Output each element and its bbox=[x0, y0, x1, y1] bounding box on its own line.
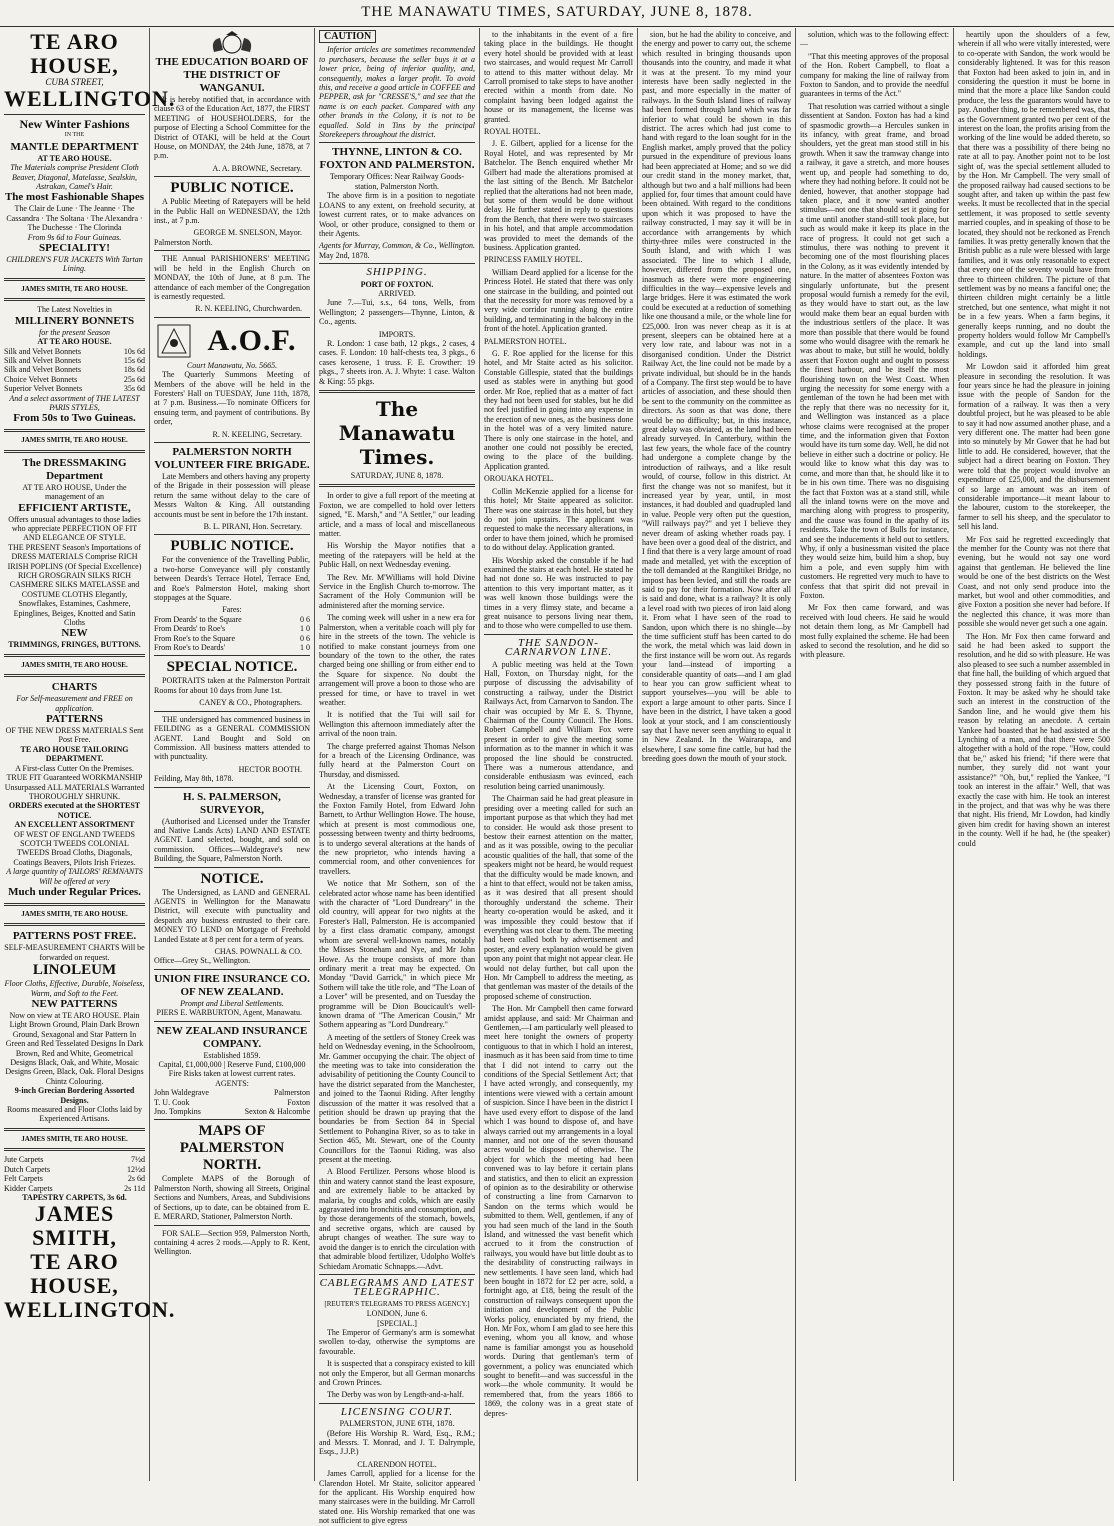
article-paragraph: The coming week will usher in a new era for Palmerston, when a veritable coach will ply for hire in the streets of the town. The vehicle is notified to make constant journeys from one boundary of the town to the other, the rates charged being one shilling or from either end to the Square for sixpence. No doubt the arrangement will prove a boon to those who are pressed for time, or have to travel in wet weather. bbox=[319, 613, 475, 707]
meeting-report-resolution bbox=[800, 30, 949, 660]
column-6 bbox=[796, 28, 954, 1481]
thynne-heading: THYNNE, LINTON & CO. FOXTON AND PALMERSTON. bbox=[319, 146, 475, 172]
much-under: Much under Regular Prices. bbox=[8, 885, 141, 898]
public-notice-2-heading: PUBLIC NOTICE. bbox=[170, 538, 294, 555]
signature-line: JAMES SMITH, TE ARO HOUSE. bbox=[21, 436, 128, 445]
union-fire-signature: PIERS E. WARBURTON, Agent, Manawatu. bbox=[156, 1008, 302, 1018]
charts-heading: CHARTS bbox=[51, 681, 98, 694]
dressmaking-text: AT TE ARO HOUSE, Under the management of an bbox=[22, 482, 127, 502]
article-paragraph: PRINCESS FAMILY HOTEL. bbox=[484, 255, 583, 265]
sandon-line-report bbox=[484, 660, 633, 1419]
patterns-text: OF THE NEW DRESS MATERIALS Sent Post Free. bbox=[5, 726, 144, 745]
artiste-heading: EFFICIENT ARTISTE, bbox=[18, 501, 131, 514]
cutter-text: A First-class Cutter On the Premises. bbox=[15, 763, 134, 773]
price-label: Silk and Velvet Bonnets bbox=[4, 355, 81, 365]
fares-table bbox=[154, 615, 310, 653]
article-paragraph: to the inhabitants in the event of a fire taking place in the buildings. He thought every hotel should be provided with at least two staircases, and would request Mr Carroll to attend to this matter without delay. Mr Carroll promised to take steps to have another erected within a month from date. No complaint having been lodged against the house or its management, the license was granted. bbox=[484, 30, 633, 124]
royal-crest-icon bbox=[202, 30, 262, 56]
times-title: The Manawatu Times. bbox=[338, 397, 456, 469]
article-paragraph: PALMERSTON HOTEL. bbox=[484, 336, 567, 346]
article-paragraph: The Emperor of Germany's arm is somewhat swollen to-day, otherwise the symptoms are favourable. bbox=[319, 1327, 475, 1356]
price-label: From Roe's to the Square bbox=[154, 633, 235, 643]
price-value: 1 0 bbox=[300, 624, 310, 634]
carpet-price-list bbox=[4, 1155, 145, 1193]
final-name: JAMES SMITH, bbox=[32, 1201, 117, 1251]
fares-title: Fares: bbox=[222, 605, 242, 615]
childrens-jackets: CHILDREN'S FUR JACKETS With Tartan Lining. bbox=[6, 255, 143, 274]
article-paragraph: We notice that Mr Sothern, son of the celebrated actor whose name has been identified with the character of "Lord Dundreary" in the old country, will appear for two nights at the Forester's Hall, Palmerston. He is accompanied by a first class dramatic company, amongst whom are several well-known names, notably the Misses Stoneham and Nye, and Mr John Howe. As the troupe consists of more than ordinary merit a treat may be expected. On Monday "David Garrick," in which piece Mr Sothern will take the title role, and "The Loan of a Lover" will be presented, and on Tuesday the programme will be Dion Boucicault's well-known drama of "The American Cousin," Mr Sothern appearing as "Lord Dundreary." bbox=[319, 879, 475, 1030]
tweeds-text: OF WEST OF ENGLAND TWEEDS SCOTCH TWEEDS COLONIAL TWEEDS Broad Cloths, Diagonals, Coatings Beavers, Pilots Irish Friezes. bbox=[13, 829, 136, 867]
cablegrams-heading: CABLEGRAMS AND LATEST TELEGRAPHIC. bbox=[319, 1276, 475, 1299]
at-te-aro: AT TE ARO HOUSE. bbox=[37, 153, 112, 163]
public-notice-heading: PUBLIC NOTICE. bbox=[170, 180, 294, 197]
season-importations: THE PRESENT Season's Importations of DRESS MATERIALS Comprise RICH IRISH POPLINS (Of Special Excellence) RICH GROSGRAIN SILKS RICH CASHMERE SILKS MATELASSE and COSTUME CLOTHS Elegantly, Snowflakes, Estamines, Cashmere, Epinglines, Beiges, Knotted and Satin Cloths bbox=[7, 542, 142, 628]
price-value: 15s 6d bbox=[123, 355, 145, 365]
price-row bbox=[4, 375, 145, 384]
price-row bbox=[4, 365, 145, 374]
signature-line: JAMES SMITH, TE ARO HOUSE. bbox=[21, 660, 128, 669]
rooms-measured: Rooms measured and Floor Cloths laid by Experienced Artisans. bbox=[6, 1105, 143, 1124]
nz-insurance-heading: NEW ZEALAND INSURANCE COMPANY. bbox=[156, 1024, 308, 1050]
article-paragraph: At the Licensing Court, Foxton, on Wednesday, a transfer of license was granted for the Foxton Family Hotel, from Edward John Barnett, to Arthur Wellington Howe. The house, which at present is most commodious one, possessing between twenty and thirty bedrooms, is to undergo several alterations at the hands of the new proprietor, who intends having a commercial room, and other conveniences for travellers. bbox=[319, 782, 475, 876]
price-row bbox=[4, 1184, 145, 1193]
column-4 bbox=[480, 28, 638, 1481]
linoleum-text: Floor Cloths, Effective, Durable, Noiseless, Warm, and Soft to the Feet. bbox=[4, 979, 145, 998]
article-paragraph: solution, which was to the following effect:— bbox=[800, 30, 949, 49]
article-paragraph: William Deard applied for a license for the Princess Hotel. He stated that there was only one staircase in the building, and pointed out that the necessity for more was removed by a very wide corridor running along the entire building, and terminating in the balcony in the front of the hotel. Application granted. bbox=[484, 267, 633, 334]
surveyor-heading: H. S. PALMERSON, SURVEYOR, bbox=[183, 790, 281, 816]
price-value: 35s 6d bbox=[123, 384, 145, 394]
mantle-heading: MANTLE DEPARTMENT bbox=[10, 140, 139, 153]
public-notice-place: Palmerston North. bbox=[154, 237, 213, 247]
special-notice-signature: CANEY & CO., Photographers. bbox=[199, 698, 302, 708]
price-label: Kidder Carpets bbox=[4, 1183, 53, 1193]
price-value: 12½d bbox=[127, 1164, 145, 1174]
speciality: SPECIALITY! bbox=[39, 242, 110, 255]
aof-signature: R. N. KEELING, Secretary. bbox=[212, 429, 302, 439]
maps-body: Complete MAPS of the Borough of Palmerston North, showing all Streets, Original Sections and Numbers, Areas, and Subdivisions of Sections, up to date, can be obtained from E. E. MERARD, Stationer, Palmerston North. bbox=[154, 1174, 310, 1222]
price-row bbox=[154, 615, 310, 624]
public-notice-2-body: For the convenience of the Travelling Public, a two-horse Conveyance will ply constantly between Deards's Terrace Hotel, Terrace End, and Roe's Palmerston Hotel, making short stoppages at the Square. bbox=[154, 555, 310, 603]
port-heading: PORT OF FOXTON. bbox=[360, 279, 434, 289]
reuters-heading: [REUTER'S TELEGRAMS TO PRESS AGENCY.] bbox=[324, 1299, 470, 1308]
thynne-body: The above firm is in a position to negotiate LOANS to any extent, on freehold security, at lowest current rates, or to make advances on Wool, or other produce, consigned to them or their Agents. bbox=[319, 191, 475, 238]
article-paragraph: It is notified that the Tui will sail for Wellington this afternoon immediately after the arrival of the noon train. bbox=[319, 710, 475, 739]
article-paragraph: Collin McKenzie applied for a license for this hotel; Mr Staite appeared as solicitor. There was one staircase in this hotel, but they do not join upstairs. The applicant was requested to make the necessary alterations, in order to have them joined, which he promised to do without delay. Application granted. bbox=[484, 486, 633, 553]
new-heading: NEW bbox=[61, 627, 88, 640]
clarendon-body: James Carroll, applied for a license for the Clarendon Hotel. Mr Staite, solicitor appeared for the applicant. His Worship enquired how many staircases were in the building. Mr Carroll stated one. His Worship remarked that one was not sufficient to give egress bbox=[319, 1469, 475, 1526]
arrived-body: June 7.—Tui, s.s., 64 tons, Wells, from Wellington; 2 passengers—Thynne, Linton, & Co., agents. bbox=[319, 298, 475, 327]
millinery-heading: MILLINERY BONNETS bbox=[14, 314, 135, 327]
column-3 bbox=[315, 28, 480, 1526]
notice-signature: CHAS. POWNALL & CO. bbox=[214, 947, 302, 956]
education-heading: THE EDUCATION BOARD OF THE DISTRICT OF WANGANUI. bbox=[155, 56, 309, 94]
aof-court: Court Manawatu, No. 5665. bbox=[186, 360, 278, 370]
price-value: 7½d bbox=[131, 1155, 145, 1165]
price-value: 18s 6d bbox=[123, 365, 145, 375]
price-label: John Waldegrave bbox=[154, 1088, 209, 1098]
fashions-heading: New Winter Fashions bbox=[19, 117, 130, 132]
signature-line: JAMES SMITH, TE ARO HOUSE. bbox=[21, 1134, 128, 1143]
grecian-bordering: 9-inch Grecian Bordering Assorted Designs. bbox=[14, 1086, 135, 1105]
bonnet-price-list bbox=[4, 347, 145, 394]
remnants-text: A large quantity of TAILORS' REMNANTS Will be offered at very bbox=[6, 867, 143, 886]
sandon-line-heading: THE SANDON-CARNARVON LINE. bbox=[504, 636, 613, 659]
price-label: T. U. Cook bbox=[154, 1097, 190, 1107]
paris-styles: And a select assortment of THE LATEST PARIS STYLES, bbox=[9, 393, 140, 412]
union-fire-body: Prompt and Liberal Settlements. bbox=[180, 998, 284, 1008]
price-label: Felt Carpets bbox=[4, 1174, 43, 1184]
orders-text: ORDERS executed at the SHORTEST NOTICE. bbox=[8, 801, 141, 820]
meeting-report-final bbox=[958, 30, 1110, 848]
caution-badge: CAUTION bbox=[319, 30, 376, 43]
article-paragraph: In order to give a full report of the meeting at Foxton, we are compelled to hold over letters signed, "E. Marsh," and "A Settler," our leading article, and a mass of local and miscellaneous matter. bbox=[319, 491, 475, 539]
education-signature: A. A. BROWNE, Secretary. bbox=[212, 163, 302, 173]
fit-text: TRUE FIT Guaranteed WORKMANSHIP Unsurpassed ALL MATERIALS Warranted THOROUGHLY SHRUNK. bbox=[4, 773, 145, 801]
price-row bbox=[154, 1107, 310, 1116]
price-value: Sexton & Halcombe bbox=[244, 1107, 310, 1117]
arrived-heading: ARRIVED. bbox=[378, 288, 416, 298]
bonnet-price-range: From 50s to Two Guineas. bbox=[13, 412, 136, 425]
present-season: for the present Season bbox=[38, 327, 111, 337]
on-view-text: Now on view at TE ARO HOUSE. Plain Light Brown Ground, Plain Dark Brown Ground, Sexagonal and Star Pattern In Green and Red Tesselated Designs In Dark Brown, Red and White, Geometrical Designs Black, Oak, and White, Mosaic Designs Green, Black, Oak. Floral Designs Chintz Colouring. bbox=[5, 1011, 144, 1086]
feilding-notice: THE undersigned has commenced business in FEILDING as a GENERAL COMMISSION AGENT. Land Bought and Sold on Commission. All business matters attended to with punctuality. bbox=[154, 714, 310, 762]
price-label: From Deards' to the Square bbox=[154, 614, 242, 624]
in-the: IN THE bbox=[64, 132, 85, 139]
times-date: SATURDAY, JUNE 8, 1878. bbox=[350, 471, 444, 480]
patterns-heading: PATTERNS bbox=[45, 713, 104, 726]
materials-text: The Materials comprise President Cloth Beaver, Diagonal, Matelasse, Sealskin, Astrakan, Camel's Hair. bbox=[10, 163, 139, 192]
shapes-list: The Clair de Lune · The Jeanne · The Cassandra · The Soltana · The Alexandra · The Duchesse · The Clorinda bbox=[6, 204, 143, 233]
article-paragraph: The Derby was won by Length-and-a-half. bbox=[327, 1390, 464, 1400]
agents-list bbox=[154, 1088, 310, 1116]
article-paragraph: A Blood Fertilizer. Persons whose blood is thin and watery cannot stand the least exposure, and are extremely liable to be attacked by malaria, by coughs and colds, which are easily aggravated into bronchitis and consumption, and by those derangements of the stomach, bowels, and secretive organs, which are caused by abrupt changes of weather. The sure way to avoid the danger is to enrich the circulation with that admirable blood fertilizer, Udolpho Wolfe's Schiedam Aromatic Schnapps.—Advt. bbox=[319, 1167, 475, 1271]
special-notice-heading: SPECIAL NOTICE. bbox=[166, 659, 298, 676]
licensing-continued bbox=[484, 30, 633, 631]
parishioners-signature: R. N. KEELING, Churchwarden. bbox=[195, 304, 302, 314]
price-value: 10s 6d bbox=[123, 346, 145, 356]
charts-text: For Self-measurement and FREE on application. bbox=[16, 694, 133, 713]
union-fire-heading: UNION FIRE INSURANCE CO. OF NEW ZEALAND. bbox=[154, 972, 310, 998]
article-paragraph: A meeting of the settlers of Stoney Creek was held on Wednesday evening, in the Schoolroom, Mr. Gammer occupying the chair. The object of the meeting was to take into consideration the advisability of petitioning the County Council to have the district separated from the Manchester, and joined to the Taonui Riding. After lengthy discussion of the matter it was resolved that a petition should be drawn up praying that the boundaries be from Section 84 in Special Settlement to Pohangina River, so as to take in Section 465, Mt. Stewart, one of the County Councillors for the Taonui Riding, was also present at the meeting. bbox=[319, 1032, 475, 1165]
article-paragraph: OROUAKA HOTEL. bbox=[484, 474, 554, 484]
fire-brigade-signature: B. L. PIRANI, Hon. Secretary. bbox=[203, 522, 302, 531]
surveyor-body: (Authorised and Licensed under the Transfer and Native Lands Acts) LAND AND ESTATE AGENT. Land selected, bought, and sold on commission. Offices—Waldegrave's new Building, the Square, Palmerston North. bbox=[154, 816, 310, 864]
feilding-signature: HECTOR BOOTH. bbox=[238, 764, 302, 774]
price-value: Foxton bbox=[287, 1097, 310, 1107]
article-paragraph: A public meeting was held at the Town Hall, Foxton, on Thursday night, for the purpose of discussing the advisability of constructing a railway, under the District Railways Act, from Carnarvon to Sandon. The chair was occupied by Mr E. S. Thynne, Chairman of the County Council. The Hons. Robert Campbell and William Fox were present in order to give the meeting some information as to the manner in which it was proposed the line should be constructed. There was a numerous attendance, and considerable enthusiasm was evinced, each resolution being carried unanimously. bbox=[484, 659, 633, 791]
licensing-bench: (Before His Worship R. Ward, Esq., R.M.; and Messrs. T. Monrad, and J. T. Dalrymple, Esqs., J.J.P.) bbox=[319, 1428, 475, 1457]
price-label: Dutch Carpets bbox=[4, 1164, 50, 1174]
fire-brigade-heading: PALMERSTON NORTH VOLUNTEER FIRE BRIGADE. bbox=[154, 445, 310, 471]
dressmaking-offers: Offers unusual advantages to those ladies who appreciate PERFECTION OF FIT AND ELEGANCE OF STYLE. bbox=[8, 514, 141, 543]
article-paragraph: G. F. Roe applied for the license for this hotel, and Mr Staite acted as his solicitor. Constable Gillespie, stated that the buildings used as stables were in anything but good order. Mr Roe, replied that as a matter of fact they had not been used for stables, but he did not feel justified in going into any expense in the erection of new ones, as the business done in the hotel was of a very limited nature. There is only one staircase in the hotel, and another one could not possibly be erected, owing to the place of the building. Application granted. bbox=[484, 349, 633, 471]
price-value: Palmerston bbox=[274, 1088, 310, 1098]
meeting-report-continued bbox=[642, 30, 791, 764]
article-paragraph: Mr Lowdon said it afforded him great pleasure in seconding the resolution. It was four years since he had the pleasure in joining issue with the people of Sandon for the formation of a railway. It was then a very doubtful project, but he was pleased to be able to say it had now assumed another phase, and a very different one. The matter had been gone into so minutely by Mr Gower that he had but little to add. He considered, however, that the subject had a direct bearing on Foxton. They were told that the project would involve an expenditure of £25,000, and the disbursement of so large an amount was an item of considerable importance—it meant labour to the labourer, custom to the storekeeper, the farmer to sell his sheep, and the speculator to sell his land. bbox=[958, 362, 1110, 532]
special-label: [SPECIAL.] bbox=[377, 1318, 417, 1328]
public-notice-signature: GEORGE M. SNELSON, Mayor. bbox=[193, 228, 302, 238]
local-news bbox=[319, 491, 475, 1271]
price-row bbox=[154, 624, 310, 633]
price-label: From Roe's to Deards' bbox=[154, 643, 226, 653]
imports-body: R. London: 1 case bath, 12 pkgs., 2 cases, 4 cases. F. London: 10 half-chests tea, 3 pkgs., 6 cases kerosene, 1 truss. F. E. Crowther: 19 pkgs., 7 sheets iron. A. J. Whyte: 1 case. Walton & King: 55 pkgs. bbox=[319, 338, 475, 386]
price-value: 0 6 bbox=[300, 633, 310, 643]
parishioners-notice: THE Annual PARISHIONERS' MEETING will be held in the English Church on MONDAY, the 10th of June, at 8 p.m. The attendance of each member of the Congregation is earnestly requested. bbox=[154, 254, 310, 301]
ad-title: TE ARO HOUSE, bbox=[30, 29, 119, 78]
price-value: 1 0 bbox=[300, 643, 310, 653]
public-notice-body: A Public Meeting of Ratepayers will be held in the Public Hall on WEDNESDAY, the 12th inst., at 7 p.m. bbox=[154, 197, 310, 226]
education-body: It is hereby notified that, in accordance with clause 63 of the Education Act, 1877, the FIRST MEETING of HOUSEHOLDERS, for the purpose of Electing a School Committee for the District of OTAKI, will be held at the Court House, on MONDAY, the 24th June, 1878, at 7 p.m. bbox=[154, 95, 310, 161]
clarendon-heading: CLARENDON HOTEL. bbox=[357, 1459, 437, 1469]
price-value: 25s 6d bbox=[123, 374, 145, 384]
article-paragraph: The Hon. Mr Campbell then came forward amidst applause, and said: Mr Chairman and Gentlemen,—I am particularly well pleased to meet here tonight the owners of property contiguous to that in which I hold an interest, inasmuch as it has been said from time to time that I did not intend to carry out the conditions of the Special Settlement Act; that I have acted wrongly, and consequently, my intentions were viewed with a certain amount of suspicion. Since I have been in the district I have used every effort to dispose of the land which I was bound to dispose of, and have always carried out my arrangements in a loyal manner, and not one of the seven thousand acres would be disposed of otherwise. The object for which the meeting had been convened was to lay before it certain plans and statistics, and then to elicit an expression of opinion as to the desirability or otherwise of constructing a line from Carnarvon to Sandon on the terms which would be submitted to them. Well, gentlemen, if any of you had seen much of the land in the South Island, and witnessed the vast benefit which accrued to it from the construction of railways, you would have but little doubt as to the desirability of constructing railways in new settlements. I have seen land, which had been bought in 1872 for £2 per acre, sold, a fortnight ago, at £18, being the result of the construction of railways consequent upon the initiation and development of the Public Works policy, enunciated by my friend, the Hon. Mr Fox, whom I am glad to see here this evening, whom you all know, and whose name is familiar amongst you as household words. During that gentleman's term of government, a policy was enunciated which sought to benefit—and was successful in the work—the whole community. It would be remembered that, from the years 1866 to 1869, the colony was in a great state of depres- bbox=[484, 1004, 633, 1418]
article-paragraph: His Worship the Mayor notifies that a meeting of the ratepayers will be held at the Public Hall, on next Wednesday evening. bbox=[319, 541, 475, 570]
article-paragraph: J. E. Gilbert, applied for a license for the Royal Hotel, and was represented by Mr Batchelor. The Bench enquired whether Mr Gilbert had made the alterations promised at the last sitting of the Bench. Mr Batchelor replied that the alterations had not been made, but some of them would be done without delay. He further stated in reply to questions from the Bench, that there were two staircases in his hotel, and that ample accommodation was provided to meet the demands of the business. Application granted. bbox=[484, 139, 633, 252]
final-house: TE ARO HOUSE, bbox=[30, 1249, 119, 1299]
price-row bbox=[154, 1088, 310, 1097]
nz-insurance-established: Established 1859. bbox=[203, 1050, 261, 1060]
assortment-heading: AN EXCELLENT ASSORTMENT bbox=[14, 820, 135, 830]
price-row bbox=[154, 634, 310, 643]
signature-line: JAMES SMITH, TE ARO HOUSE. bbox=[21, 284, 128, 293]
licensing-heading: LICENSING COURT. bbox=[340, 1405, 454, 1418]
article-paragraph: His Worship asked the constable if he had examined the stairs at each hotel. He stated he had not done so. He was instructed to pay attention to this very important matter, as it was well known those buildings were the times in a very flimsy state, and became a great nuisance to persons living near them, and to those who were compelled to use them. bbox=[484, 555, 633, 631]
price-row bbox=[154, 1098, 310, 1107]
imports-heading: IMPORTS. bbox=[378, 329, 416, 339]
nz-insurance-agents-label: AGENTS: bbox=[215, 1078, 249, 1088]
price-value: 0 6 bbox=[300, 614, 310, 624]
feilding-date: Feilding, May 8th, 1878. bbox=[154, 774, 234, 784]
shipping-heading: SHIPPING. bbox=[366, 266, 428, 279]
price-row bbox=[4, 1155, 145, 1164]
new-patterns: NEW PATTERNS bbox=[31, 998, 118, 1010]
newspaper-masthead: THE MANAWATU TIMES, SATURDAY, JUNE 8, 1878. bbox=[0, 0, 1114, 27]
maps-heading: MAPS OF PALMERSTON NORTH. bbox=[179, 1123, 285, 1174]
novelties-text: The Latest Novelties in bbox=[37, 305, 112, 315]
price-label: From Deards' to Roe's bbox=[154, 624, 226, 634]
dressmaking-heading: The DRESSMAKING Department bbox=[22, 456, 127, 482]
article-paragraph: sion, but he had the ability to conceive, and the energy and power to carry out, the scheme which resulted in bringing thousands upon thousands into the country, and made it what it was at the present. To my mind your interests have been sadly neglected in the past, and more especially in the matter of railways. In the South Island lines of railway had been formed through land which was far inferior to what could be shown in this district. The acres which had just come to hand with regard to the loan sought for in the English market, amply proved that the policy pursued in the expenditure of previous loans had been appreciated at Home; and so we did our credit stand in the money market, that, although but two and a half millions had been applied for, four times that amount could have been obtained. With regard to the conditions upon which it was proposed to have the railway constructed, I may say it will be in accordance with arrangements by which thirty-three miles were constructed in the South Island, and with which I was associated. The line to which I allude, however, differed from the proposed one, inasmuch as there were more engineering difficulties in the way—expensive levels and large bridges. Here it was estimated the work could be executed at a reduction of something like one thousand a mile, or the whole line for £25,000. Iron was never cheap as it is at present, sleepers can be obtained here at a very low rate, and labour was not in a disorganised condition. Under the District Railway Act, the line could not be made by a private individual, but should be in the hands of a Company. The first step would be to have articles of association, and these should then be sent to the community on the committee as directors. As soon as that was done, there would be no difficulty; but, in this instance, great delay was obviated, as the land had been already surveyed. In Canterbury, within the last few years, the whole face of the country had undergone a complete change by the introduction of railways, and a like result would, of course, follow in this district. At first the change was not so manifest, but it increased year by year, until, in most instances, it had doubled and quadrupled land in value. People very often put the question, "Will railways pay?" and yet I believe they never dream of asking whether roads pay. I have been over a good deal of the district, and I find that there is a very large amount of road made and metalled, yet with the exception of the toll demanded at the Rangitikei Bridge, no impost has been levied, and still the roads are said to pay for their formation. Now after all is said and done, what is a railway? It is only a level road with two pieces of iron laid along it. From what I have seen of the road to Sandon, upon which there is no shingle—by the time sufficient stuff has been carted to do the work, the metal which was laid down in the first instance will be worn out. As regards your land—instead of importing a considerable quantity of oats—and I am glad to hear you can grow sufficient wheat to support yourselves—you will be able to export a large amount to other parts. Since I have been in the district, I have taken a good look at your stock, and I am conscientiously say that I have never seen anything to equal it in New Zealand. In the Wairarapa, and elsewhere, I saw some fine cattle, but had the breeding goes down the mouth of your stock. bbox=[642, 30, 791, 764]
shapes-heading: The most Fashionable Shapes bbox=[4, 191, 145, 204]
price-label: Silk and Velvet Bonnets bbox=[4, 346, 81, 356]
tailoring-heading: TE ARO HOUSE TAILORING DEPARTMENT. bbox=[20, 744, 129, 764]
article-paragraph: The charge preferred against Thomas Nelson for a breach of the Licensing Ordinance, was fully heard at the Palmerston Court on Thursday, and dismissed. bbox=[319, 741, 475, 779]
nz-insurance-body: Fire Risks taken at lowest current rates. bbox=[168, 1069, 296, 1079]
ad-city: WELLINGTON. bbox=[4, 86, 176, 112]
price-value: 2s 6d bbox=[127, 1174, 145, 1184]
price-label: Jno. Tompkins bbox=[154, 1107, 201, 1117]
thynne-offices: Temporary Offices: Near Railway Goods-station, Palmerston North. bbox=[329, 172, 465, 191]
column-2 bbox=[150, 28, 315, 1481]
article-paragraph: heartily upon the shoulders of a few, wherein if all who were vitally interested, were to co-operate with Sandon, the work would be considerably lightened. It was for this reason that Foxton had been asked to join in, and in considering the question it must be borne in mind that the more a place like Sandon could produce, the less the guarantors would have to pay. Another thing, to be remembered was, that as the Government granted two per cent of the interest on the loan, the profits arising from the working of the line would be added thereto, so that there was a possibility of there being no rate at all to pay. Another point not to be lost sight of, was the special settlement alluded to by the Hon. Mr Campbell. The very small of the proposed railway had caused sections to be sought after, and taken up within the past few weeks. It must be recollected that in the special settlement, it was proposed to settle seventy married couples, and in speaking of those to be located, they should not be reckoned as French families. It was pretty generally known that the British public as a rule were blessed with large families, and it was only reasonable to expect that every one of the seventy would have from three to thirteen children. The picture of that settlement was by no means a fanciful one; the thirteen children might certainly be a little stretched, but one sentence, what might it not be in a few years. When a farm begins, it generally keeps running, and no doubt the property holders would follow Mr Campbell's example, and cut up the land into small holdings. bbox=[958, 30, 1110, 359]
signature-line: JAMES SMITH, TE ARO HOUSE. bbox=[21, 909, 128, 918]
price-row bbox=[4, 356, 145, 365]
shapes-price: From 9s 6d to Four Guineas. bbox=[27, 232, 122, 242]
thynne-date: May 2nd, 1878. bbox=[319, 250, 370, 260]
price-label: Superior Velvet Bonnets bbox=[4, 384, 83, 394]
fire-brigade-body: Late Members and others having any property of the Brigade in their possession will please return the same without delay to the care of Messrs Walton & King. All outstanding accounts must be sent in before the 17th instant. bbox=[154, 471, 310, 519]
notice-body: The Undersigned, as LAND and GENERAL AGENTS in Wellington for the Manawatu District, will execute with punctuality and despatch any business entrusted to their care. MONEY TO LEND on Mortgage of Freehold Landed Estate at 8 per cent for a term of years. bbox=[154, 887, 310, 944]
notice-heading: NOTICE. bbox=[200, 870, 264, 887]
self-measurement: SELF-MEASUREMENT CHARTS Will be forwarded on request. bbox=[4, 943, 145, 962]
article-paragraph: "That this meeting approves of the proposal of the Hon. Robert Campbell, to float a company for making the line of railway from Foxton to Sandon, and to provide the needful guarantees in terms of the Act." bbox=[800, 51, 949, 99]
article-paragraph: Mr Fox then came forward, and was received with loud cheers. He said he would not detain them long, as Mr Campbell had most fully explained the scheme. He had been asked to second the resolution, and he did so with pleasure. bbox=[800, 603, 949, 660]
price-row bbox=[154, 643, 310, 652]
price-row bbox=[4, 1165, 145, 1174]
price-value: 2s 11d bbox=[124, 1183, 145, 1193]
price-label: Choice Velvet Bonnets bbox=[4, 374, 78, 384]
at-te-aro-2: AT TE ARO HOUSE. bbox=[37, 337, 112, 347]
ad-street: CUBA STREET, bbox=[45, 77, 104, 87]
london-dateline: LONDON, June 6. bbox=[366, 1309, 428, 1319]
for-sale-notice: FOR SALE—Section 959, Palmerston North, containing 4 acres 2 roods.—Apply to R. Kent, Wellington. bbox=[154, 1228, 310, 1257]
article-paragraph: It is suspected that a conspiracy existed to kill not only the Emperor, but all German monarchs and Crown Princes. bbox=[319, 1359, 475, 1387]
article-paragraph: ROYAL HOTEL. bbox=[484, 127, 541, 137]
article-paragraph: The Chairman said he had great pleasure in presiding over a meeting called for such an important purpose as that which they had met to consider. He would ask those present to bestow their earnest attention on the matter, and as it was possible, owing to the peculiar acoustic qualities of the hall, that some of the speakers might not be heard, he would request that the difficulty would be made known, and a hint to that effect, would not be taken amiss, as it was desired that all present should thoroughly understand the scheme. Their hearty co-operation would be asked, and it was impossible they could bestow that if everything was not clear to them. The meeting had been called both by advertisement and poster, and every explanation would be given upon any point that might not appear clear. He would not delay further, but call upon the Hon. Mr Campbell to address the meeting, as that gentleman was master of the details of the proposed scheme of construction. bbox=[484, 794, 633, 1001]
licensing-date: PALMERSTON, JUNE 6TH, 1878. bbox=[339, 1419, 455, 1429]
price-label: Silk and Velvet Bonnets bbox=[4, 365, 81, 375]
trimmings: TRIMMINGS, FRINGES, BUTTONS. bbox=[8, 640, 141, 650]
patterns-post-free: PATTERNS POST FREE. bbox=[12, 930, 137, 943]
price-row bbox=[4, 1174, 145, 1183]
caution-body: Inferior articles are sometimes recommended to purchasers, because the seller buys it at a lower price, being of inferior quality, and, consequently, makes a larger profit. To avoid this, and receive a good article in COFFEE and PEPPER, ask for "CRESSE'S," and see that the name is on each packet. Compared with any other brands in the Colony, it is not to be equalled. Sold in Tins by the principal Storekeepers throughout the district. bbox=[319, 45, 475, 140]
article-paragraph: The Rev. Mr. M'Williams will hold Divine Service in the English Church to-morrow. The Sacrament of the Holy Communion will be administered after the morning service. bbox=[319, 572, 475, 610]
price-row bbox=[4, 384, 145, 393]
article-paragraph: That resolution was carried without a single dissentient at Sandon. Foxton has had a kind of spasmodic growth—a Hercules sunken in its infancy, with great frame, and broad shoulders, yet the great man stood still in his growth. When it saw the tramway change into a railway, it gave a stretch, and more houses went up, and people had something to do, where they had nothing before. It could not be denied, however, that another stoppage had taken place, and it now wanted another stimulus—not one that should set it going for a time until another stand-still took place, but such as would make it keep its place in the race of progress. It could not get such a stimulus, there was nothing to prevent it becoming one of the most flourishing places in the Colony, as it was evidently intended by nature. In the matter of absentees Foxton was singularly unfortunate, but the present proposal would furnish a remedy for the evil, as they would have to start out, as the law would make them bear an equal burden with the industrious settlers of the place. It was more than possible that there would be found some who would disagree with the remark he was about to make, but still he would, boldly assert that Foxton ought and ought to possess the finest harbour, and be itself the most flourishing town on the West Coast. When urging the necessity for some energy with a gentleman of the town he had been met with the reply that there was no necessity for it, and Wellington was instanced as a place whose claims were recognised at the proper time, and the information given that Foxton would have its turn some day. Well, he did not believe in either such a doctrine or policy. He would like to know what this day was to come, and more than that, he should like it to be in his own time. There was no disguising the fact that Foxton was at a stand still, while all the inland towns were on the move and marching along with progress to prosperity, and the cause was found in the apathy of its residents. Take the town of Bulls for instance, and see the inducements it held out to settlers. Why, if only a businessman visited the place they would seize him, build him a shop, buy him a pole, and even supply him with customers. He regretted very much to have to confess that that spirit did not prevail in Foxton. bbox=[800, 101, 949, 600]
notice-office: Office—Grey St., Wellington. bbox=[154, 956, 251, 966]
column-7 bbox=[954, 28, 1114, 1481]
cable-news bbox=[319, 1328, 475, 1400]
foresters-emblem-icon bbox=[154, 321, 194, 361]
aof-body: The Quarterly Summons Meeting of Members of the above will be held in the Foresters' Hall on TUESDAY, June 11th, 1878, at 7 p.m. Business.—To nominate Officers for ensuing term, and payment of contributions. By order, bbox=[154, 370, 310, 427]
final-city: WELLINGTON. bbox=[4, 1297, 176, 1323]
special-notice-body: PORTRAITS taken at the Palmerston Portrait Rooms for about 10 days from June 1st. bbox=[154, 676, 310, 695]
price-row bbox=[4, 347, 145, 356]
article-paragraph: Mr Fox said he regretted exceedingly that the member for the County was not there that evening, but he would not say one word against that gentleman. He believed the line would be one of the best districts on the West Coast, and not only send produce into the market, but wool and other commodities, and give Foxton a position she never had before. If the neglected this chance, it was more than possible she would never get such a one again. bbox=[958, 534, 1110, 629]
column-5 bbox=[638, 28, 796, 1481]
tapestry-carpets: TAPESTRY CARPETS, 3s 6d. bbox=[22, 1192, 127, 1202]
article-paragraph: The Hon. Mr Fox then came forward and said he had been asked to support the resolution, and he did so with pleasure. He was also pleased to see such a number assembled in that fine hall, the building of which argued that they possessed strong faith in the future of Foxton. It may be asked why he should take such an interest in the construction of the Sandon line, and he would give them his reason by relating an anecdote. A certain Yankee had boasted that he had assisted at the Lynching of a man, and that there were 500 altogether with a hold of the rope. "How, could that be," asked his friend; "if there were that number, they surely did not want your assistance?" "Oh, but," replied the Yankee, "I took an interest in the affair." Well, that was exactly the case with him. He took an interest in the project, and that was why he was there that night. His friend, Mr Lowdon, had kindly given him credit for having shown an interest in the county. Well if he had, he (the speaker) could bbox=[958, 631, 1110, 848]
linoleum-heading: LINOLEUM bbox=[32, 962, 117, 979]
aof-heading: A.O.F. bbox=[207, 323, 297, 357]
thynne-agents: Agents for Murray, Common, & Co., Wellington. bbox=[319, 241, 475, 251]
price-label: Jute Carpets bbox=[4, 1155, 44, 1165]
nz-insurance-capital: Capital, £1,000,000 | Reserve Fund, £100,000 bbox=[158, 1060, 306, 1070]
